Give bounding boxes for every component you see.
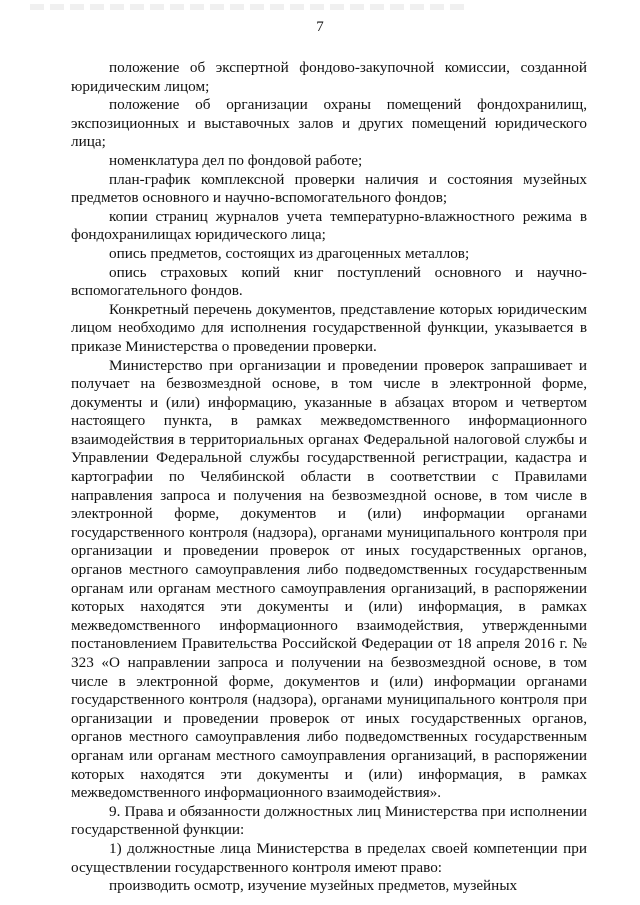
paragraph: номенклатура дел по фондовой работе; (109, 151, 363, 169)
paragraph: производить осмотр, изучение музейных предметов, музейных (109, 877, 518, 895)
paragraph: план-график комплексной проверки наличия и состояния музейных предметов основного и научно-вспомогательного фондов; (71, 170, 587, 207)
document-body (71, 59, 587, 896)
paragraph: Конкретный перечень документов, представление которых юридическим лицом необходимо для исполнения государственной функции, указывается в приказе Министерства о проведении проверки. (71, 300, 587, 355)
paragraph: Министерство при организации и проведении проверок запрашивает и получает на безвозмездной основе, в том числе в электронной форме, документы и (или) информацию, указанные в абзацах втором и четвертом настоящего пункта, в рамках межведомственного информационного взаимодействия в территориальных органах Федеральной налоговой службы и Управлении Федеральной службы государственной регистрации, кадастра и картографии по Челябинской области в соответствии с Правилами направления запроса и получения на безвозмездной основе, в том числе в электронной форме, документов и (или) информации органами государственного контроля (надзора), органами муниципального контроля при организации и проведении проверок от иных государственных органов, органов местного самоуправления либо подведомственных государственным органам или органам местного самоуправления организаций, в распоряжении которых находятся эти документы и (или) информация, в рамках межведомственного информационного взаимодействия, утвержденными постановлением Правительства Российской Федерации от 18 апреля 2016 г. № 323 «О направлении запроса и получении на безвозмездной основе, в том числе в электронной форме, документов и (или) информации органами государственного контроля (надзора), органами муниципального контроля при организации и проведении проверок от иных государственных органов, органов местного самоуправления либо подведомственных государственным органам или органам местного самоуправления организаций, в распоряжении которых находятся эти документы и (или) информация, в рамках межведомственного информационного взаимодействия». (71, 356, 587, 802)
scan-header-artifact (30, 4, 470, 10)
paragraph: положение об организации охраны помещений фондохранилищ, экспозиционных и выставочных залов и других помещений юридического лица; (71, 96, 587, 151)
paragraph: положение об экспертной фондово-закупочной комиссии, созданной юридическим лицом; (71, 59, 587, 95)
paragraph: опись предметов, состоящих из драгоценных металлов; (109, 244, 470, 262)
paragraph: 1) должностные лица Министерства в пределах своей компетенции при осуществлении государственного контроля имеют право: (71, 839, 587, 876)
paragraph: копии страниц журналов учета температурно-влажностного режима в фондохранилищах юридического лица; (71, 207, 587, 244)
page-number: 7 (316, 19, 324, 35)
paragraph: опись страховых копий книг поступлений основного и научно-вспомогательного фондов. (71, 263, 587, 300)
paragraph: 9. Права и обязанности должностных лиц Министерства при исполнении государственной функции: (71, 802, 587, 839)
